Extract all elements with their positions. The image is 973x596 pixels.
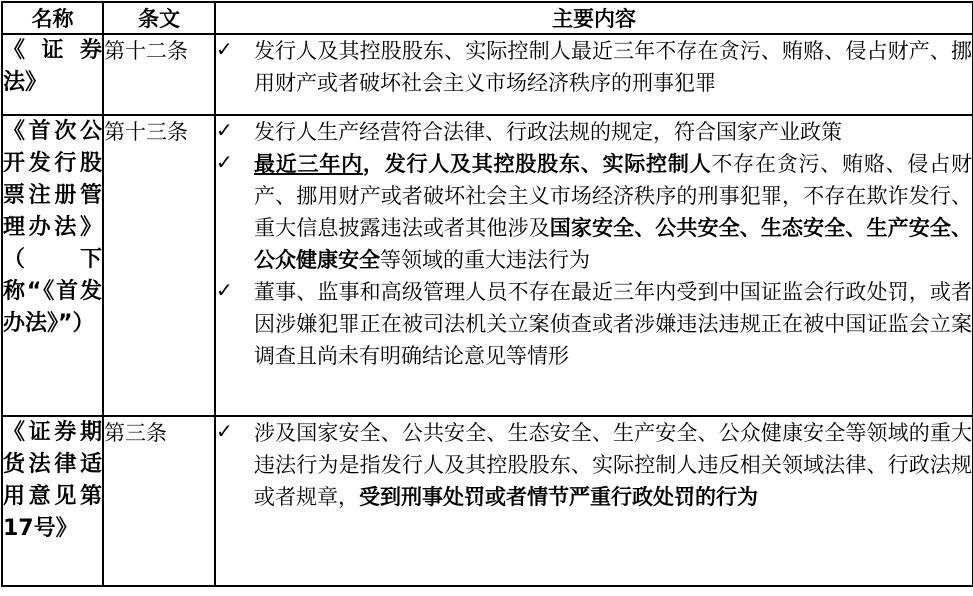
table-row — [2, 416, 973, 586]
header-content: 主要内容 — [215, 2, 973, 34]
item-text: 发行人及其控股股东、实际控制人最近三年不存在贪污、贿赂、侵占财产、挪用财产或者破坏社会主义市场经济秩序的刑事犯罪 — [254, 39, 972, 95]
article-number: 第十三条 — [103, 115, 215, 416]
emphasis-text: 国家安全、公共安全、生态安全、生产安全、公众健康安全 — [254, 216, 973, 272]
item-text — [254, 148, 972, 276]
law-name: 《证券期货法律适用意见第17号》 — [2, 416, 103, 586]
main-content — [215, 115, 973, 416]
emphasis-underlined: 最近三年内 — [254, 152, 363, 176]
check-icon: ✓ — [216, 37, 233, 61]
main-content — [215, 34, 973, 115]
emphasis-text: ， — [362, 152, 385, 176]
regulation-table — [1, 1, 973, 587]
content-item — [216, 148, 972, 276]
header-row — [2, 2, 973, 34]
item-text — [254, 417, 972, 513]
plain-text: 不存在贪污、贿赂、侵占财产、挪用财产或者破坏社会主义市场经济秩序的刑事犯罪，不存在欺诈发行、重大信息披露违法或者其他涉及 — [254, 152, 972, 240]
header-article: 条文 — [103, 2, 215, 34]
content-item — [216, 35, 972, 99]
check-icon: ✓ — [216, 150, 233, 174]
content-item — [216, 417, 972, 513]
law-name: 《首次公开发行股票注册管理办法》（下称“《首发办法》”） — [2, 115, 103, 416]
article-number: 第十二条 — [103, 34, 215, 115]
check-icon: ✓ — [216, 118, 233, 142]
plain-text: 涉及国家安全、公共安全、生态安全、生产安全、公众健康安全等领域的重大违法行为是指发行人及其控股股东、实际控制人违反相关领域法律、行政法规或者规章， — [254, 421, 972, 509]
law-name: 《证券法》 — [2, 34, 103, 115]
content-item — [216, 116, 972, 148]
article-number: 第三条 — [103, 416, 215, 586]
table-row — [2, 115, 973, 416]
item-text: 发行人生产经营符合法律、行政法规的规定，符合国家产业政策 — [254, 120, 842, 144]
table-row — [2, 34, 973, 115]
main-content — [215, 416, 973, 586]
check-icon: ✓ — [216, 278, 233, 302]
emphasis-text: 发行人及其控股股东、实际控制人 — [384, 152, 712, 176]
item-text: 董事、监事和高级管理人员不存在最近三年内受到中国证监会行政处罚，或者因涉嫌犯罪正在被司法机关立案侦查或者涉嫌违法违规正在被中国证监会立案调查且尚未有明确结论意见等情形 — [254, 280, 972, 368]
plain-text: 等领域的重大违法行为 — [380, 248, 590, 272]
check-icon: ✓ — [216, 419, 233, 443]
emphasis-text: 受到刑事处罚或者情节严重行政处罚的行为 — [359, 485, 758, 509]
content-item — [216, 276, 972, 372]
header-name: 名称 — [2, 2, 103, 34]
